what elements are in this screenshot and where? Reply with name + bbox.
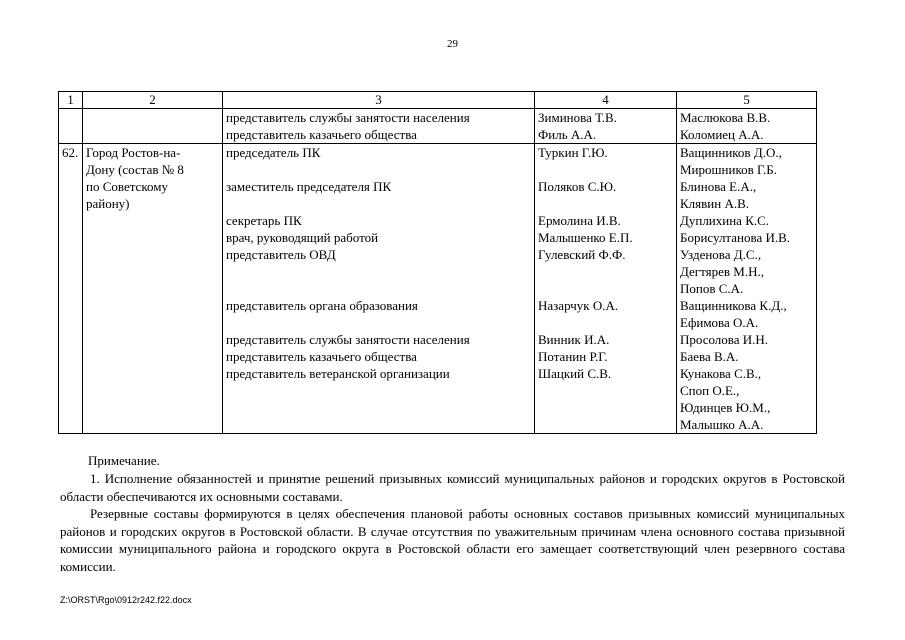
cell-line: председатель ПК [226, 145, 321, 160]
file-path-footer: Z:\ORST\Rgo\0912r242.f22.docx [60, 595, 192, 605]
cell-line [226, 382, 531, 399]
cell-line [226, 399, 531, 416]
cell-line: Клявин А.В. [680, 196, 749, 211]
header-cell: 3 [223, 92, 535, 109]
table-header-row [59, 92, 817, 109]
cell-line: Споп О.Е., [680, 383, 740, 398]
cell-line [538, 416, 673, 433]
cell-line [226, 314, 531, 331]
position-cell [223, 109, 535, 144]
cell-line: Малышенко Е.П. [538, 230, 633, 245]
cell-line: Шацкий С.В. [538, 366, 612, 381]
cell-line: Ефимова О.А. [680, 315, 759, 330]
page-number: 29 [447, 38, 458, 50]
cell-line: Дегтярев М.Н., [680, 264, 764, 279]
cell-line [226, 280, 531, 297]
cell-line [226, 263, 531, 280]
cell-line: Попов С.А. [680, 281, 744, 296]
cell-line: Дуплихина К.С. [680, 213, 770, 228]
cell-line: представитель службы занятости населения [226, 332, 470, 347]
header-cell: 5 [677, 92, 817, 109]
cell-line [538, 161, 673, 178]
district-cell [83, 109, 223, 144]
cell-line: Малышко А.А. [680, 417, 764, 432]
cell-line [538, 314, 673, 331]
note-title: Примечание. [88, 453, 160, 468]
note-paragraph: 1. Исполнение обязанностей и принятие решений призывных комиссий муниципальных районов и городских округов в Ростовской области обеспечиваются их основными составами. [60, 471, 845, 504]
cell-line: по Советскому [86, 179, 168, 194]
cell-line: Ермолина И.В. [538, 213, 621, 228]
cell-line [538, 280, 673, 297]
cell-line: секретарь ПК [226, 213, 302, 228]
cell-line: Зиминова Т.В. [538, 110, 617, 125]
cell-line: Филь А.А. [538, 127, 597, 142]
cell-line: представитель казачьего общества [226, 127, 417, 142]
cell-line: Поляков С.Ю. [538, 179, 617, 194]
cell-line [538, 263, 673, 280]
cell-line: Блинова Е.А., [680, 179, 757, 194]
cell-line: Просолова И.Н. [680, 332, 769, 347]
cell-line [538, 195, 673, 212]
header-cell: 1 [59, 92, 83, 109]
cell-line: Гулевский Ф.Ф. [538, 247, 626, 262]
position-cell [223, 144, 535, 434]
cell-line: представитель ОВД [226, 247, 336, 262]
cell-line: Юдинцев Ю.М., [680, 400, 771, 415]
cell-line: 62. [62, 145, 79, 160]
table-row [59, 144, 817, 434]
cell-line: представитель органа образования [226, 298, 418, 313]
cell-line: Потанин Р.Г. [538, 349, 608, 364]
cell-line: Ващинников Д.О., [680, 145, 782, 160]
cell-line: Винник И.А. [538, 332, 610, 347]
cell-line: Дону (состав № 8 [86, 162, 184, 177]
main-member-cell [535, 109, 677, 144]
reserve-member-cell [677, 109, 817, 144]
district-cell [83, 144, 223, 434]
cell-line: заместитель председателя ПК [226, 179, 392, 194]
header-cell: 4 [535, 92, 677, 109]
note-body [60, 470, 845, 575]
cell-line: Коломиец А.А. [680, 127, 764, 142]
note-paragraph: Резервные составы формируются в целях обеспечения плановой работы основных составов призывных комиссий муниципальных районов и городских округов в Ростовской области. В случае отсутствия по уважительным причинам члена основного состава призывной комиссии муниципального района и городского округа в Ростовской области его замещает соответствующий член резервного состава комиссии. [60, 506, 845, 574]
cell-line: представитель казачьего общества [226, 349, 417, 364]
cell-line: Назарчук О.А. [538, 298, 619, 313]
cell-line [538, 399, 673, 416]
cell-line: врач, руководящий работой [226, 230, 379, 245]
cell-line [538, 382, 673, 399]
cell-line: Маслюкова В.В. [680, 110, 771, 125]
row-number-cell [59, 109, 83, 144]
cell-line [226, 195, 531, 212]
cell-line: Узденова Д.С., [680, 247, 762, 262]
row-number-cell [59, 144, 83, 434]
cell-line: району) [86, 196, 130, 211]
header-cell: 2 [83, 92, 223, 109]
cell-line [226, 416, 531, 433]
cell-line: Ващинникова К.Д., [680, 298, 787, 313]
table-row [59, 109, 817, 144]
cell-line: Город Ростов-на- [86, 145, 181, 160]
cell-line: представитель ветеранской организации [226, 366, 450, 381]
reserve-member-cell [677, 144, 817, 434]
cell-line: Мирошников Г.Б. [680, 162, 777, 177]
cell-line: Борисултанова И.В. [680, 230, 791, 245]
cell-line: представитель службы занятости населения [226, 110, 470, 125]
cell-line: Баева В.А. [680, 349, 739, 364]
cell-line: Туркин Г.Ю. [538, 145, 608, 160]
main-member-cell [535, 144, 677, 434]
commission-table [58, 91, 817, 434]
cell-line: Кунакова С.В., [680, 366, 762, 381]
cell-line [226, 161, 531, 178]
